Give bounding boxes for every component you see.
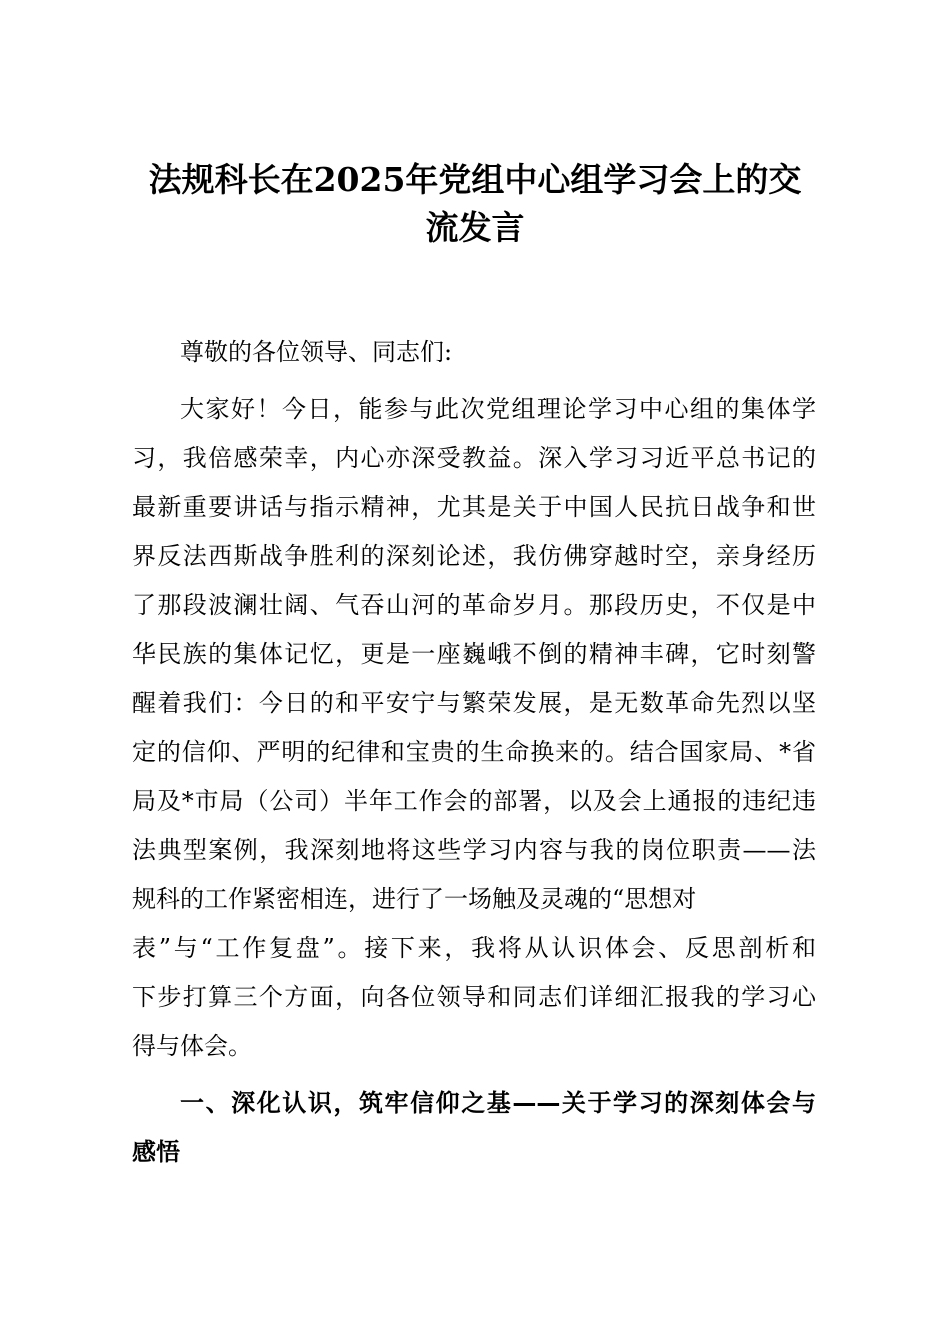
text-line: 醒着我们：今日的和平安宁与繁荣发展，是无数革命先烈以坚: [132, 689, 816, 717]
heading-line: 感悟: [132, 1138, 180, 1166]
text-line: 下步打算三个方面，向各位领导和同志们详细汇报我的学习心: [132, 983, 816, 1011]
text-line: 大家好！今日，能参与此次党组理论学习中心组的集体学: [180, 395, 816, 423]
paragraph-1: [132, 385, 816, 1071]
title-line: 法规科长在2025年党组中心组学习会上的交: [148, 160, 802, 199]
document-title: [110, 156, 840, 252]
text-line: 规科的工作紧密相连，进行了一场触及灵魂的“思想对: [132, 885, 697, 913]
text-line: 定的信仰、严明的纪律和宝贵的生命换来的。结合国家局、*省: [132, 738, 816, 766]
text-line: 得与体会。: [132, 1032, 252, 1060]
document-body: [132, 328, 816, 1177]
greeting: 尊敬的各位领导、同志们:: [180, 338, 453, 366]
text-line: 华民族的集体记忆，更是一座巍峨不倒的精神丰碑，它时刻警: [132, 640, 816, 668]
text-line: 表”与“工作复盘”。接下来，我将从认识体会、反思剖析和: [132, 934, 816, 962]
section-heading-1: [132, 1079, 816, 1177]
text-line: 界反法西斯战争胜利的深刻论述，我仿佛穿越时空，亲身经历: [132, 542, 816, 570]
title-line: 流发言: [425, 208, 525, 247]
text-line: 了那段波澜壮阔、气吞山河的革命岁月。那段历史，不仅是中: [132, 591, 816, 619]
text-line: 最新重要讲话与指示精神，尤其是关于中国人民抗日战争和世: [132, 493, 816, 521]
text-line: 法典型案例，我深刻地将这些学习内容与我的岗位职责——法: [132, 836, 816, 864]
text-line: 习，我倍感荣幸，内心亦深受教益。深入学习习近平总书记的: [132, 444, 816, 472]
heading-line: 一、深化认识，筑牢信仰之基——关于学习的深刻体会与: [180, 1089, 816, 1117]
text-line: 局及*市局（公司）半年工作会的部署，以及会上通报的违纪违: [132, 787, 816, 815]
